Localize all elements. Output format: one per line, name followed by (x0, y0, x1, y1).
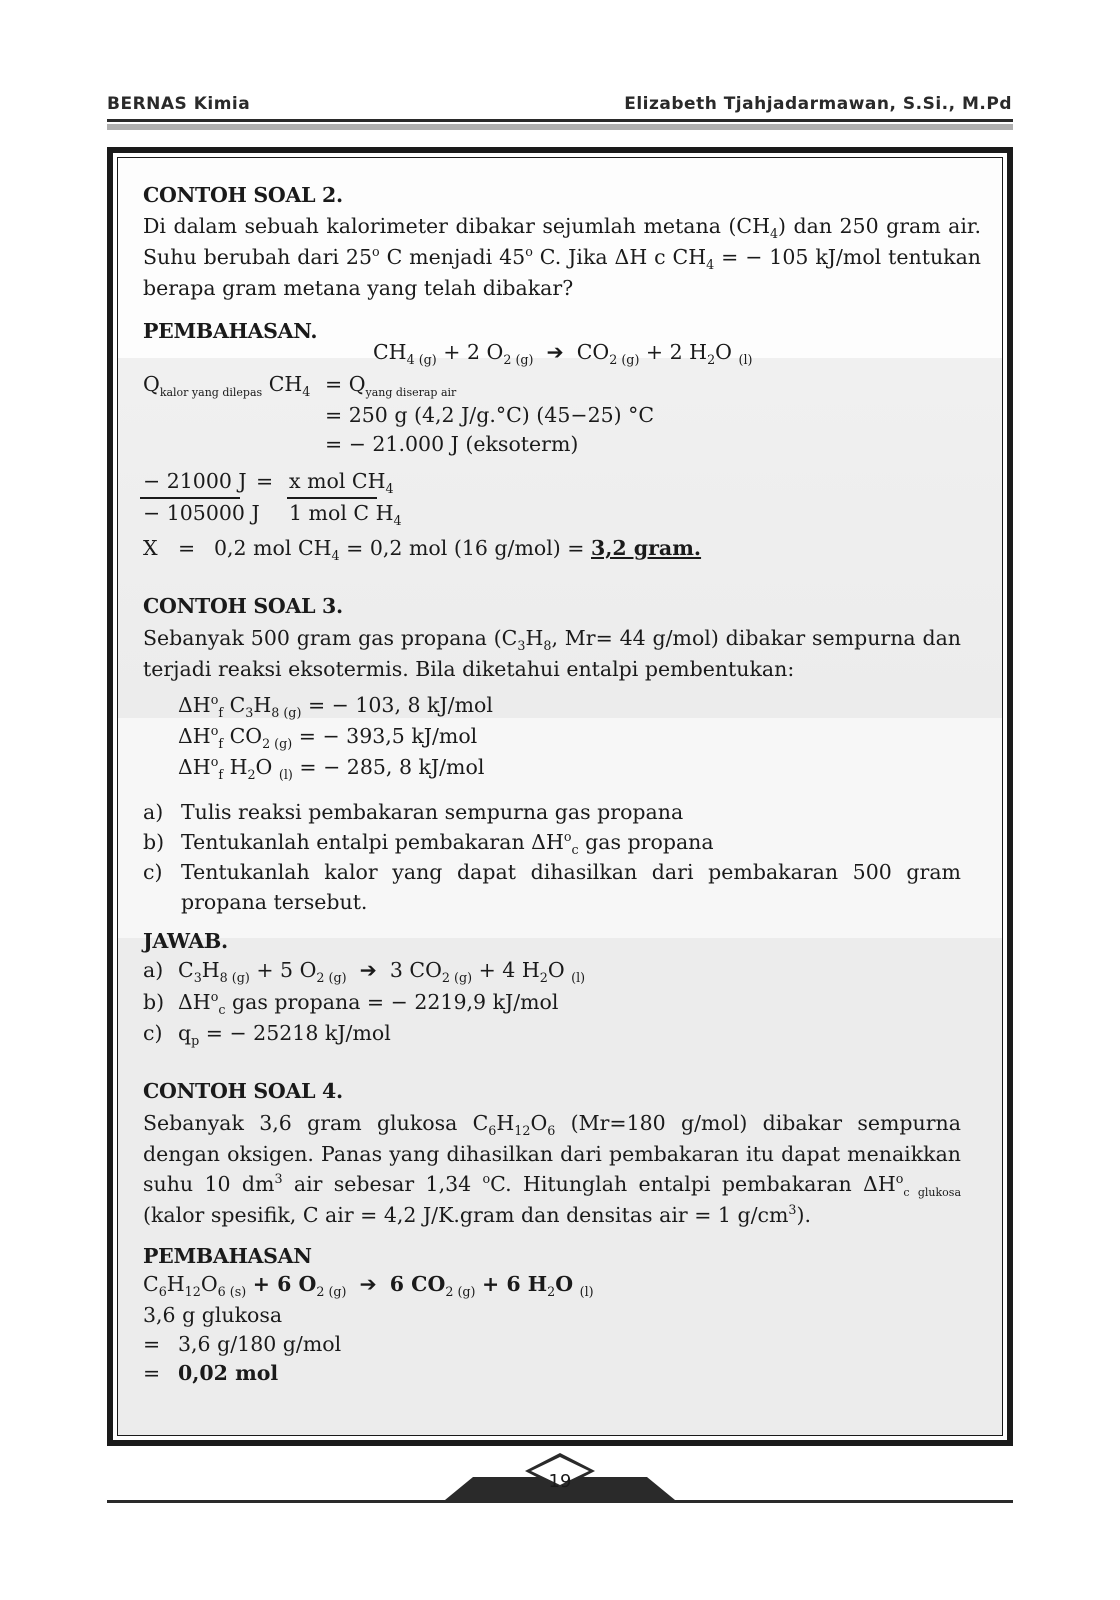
discussion-title: PEMBAHASAN. (143, 319, 318, 343)
list-item: a) Tulis reaksi pembakaran sempurna gas propana (143, 800, 684, 824)
section-title: CONTOH SOAL 2. (143, 183, 343, 207)
fraction-numerator: − 21000 J (143, 469, 247, 493)
step-equals: = (143, 1332, 161, 1356)
answer-b: $\Delta H^o_c$ gas propana = − 2219,9 kJ/mol (178, 989, 559, 1018)
calc-step: = 250 g (4,2 J/g.°C) (45−25) °C (325, 403, 655, 427)
page-content (143, 180, 981, 347)
answer-a: $C_3H_{8 (g)} + 5$ $O_{2 (g)}$ ➔ 3 $CO_{2 (g)} + 4$ $H_2O$ $_{(l)}$ (178, 958, 586, 986)
question-text: Di dalam sebuah kalorimeter dibakar sejumlah metana $(CH_4)$ dan 250 gram air. Suhu berubah dari 25$^o$ C menjadi 45$^o$ C. Jika ΔH c $CH_4$ = − 105 kJ/mol tentukan berapa gram metana yang telah dibakar? (143, 214, 982, 300)
header-book-title: BERNAS Kimia (107, 94, 251, 114)
section-title-4: CONTOH SOAL 4. (143, 1079, 343, 1103)
answer-title: JAWAB. (143, 929, 228, 953)
page-number: 19 (548, 1471, 572, 1492)
header-rule (107, 119, 1013, 122)
glucose-reaction: $C_6H_{12}O_{6 (s)} + 6$ $O_{2 (g)}$ ➔ 6 $CO_{2 (g)} + 6$ $H_2O$ $_{(l)}$ (143, 1272, 594, 1300)
enthalpy-h2o: $\Delta H^o_f$ $H_2O$ $_{(l)}$ = − 285, 8 kJ/mol (178, 754, 485, 783)
header-author: Elizabeth Tjahjadarmawan, S.Si., M.Pd (624, 94, 1012, 114)
fraction-bar (140, 497, 240, 499)
step-equals: = (143, 1361, 161, 1385)
answer-c: $q_p$ = − 25218 kJ/mol (178, 1021, 391, 1049)
answer-a-label: a) (143, 958, 164, 982)
reaction-equation: $CH_{4 (g)} + 2$ $O_{2 (g)}$ ➔ $CO_{2 (g)} + 2$ $H_2O$ $_{(l)}$ (373, 340, 753, 368)
fraction-equals: = (256, 469, 274, 493)
fraction-bar-2 (287, 497, 377, 499)
fraction-denominator: − 105000 J (143, 501, 260, 525)
list-item: b) Tentukanlah entalpi pembakaran $\Delta H^o_c$ gas propana (143, 829, 714, 858)
x-label: X (143, 536, 158, 560)
glucose-mass: 3,6 g glukosa (143, 1303, 283, 1327)
mol-calc: 3,6 g/180 g/mol (178, 1332, 342, 1356)
q-released: $Q_{kalor yang dilepas}$ $CH_4$ (143, 372, 311, 400)
discussion-title-4: PEMBAHASAN (143, 1244, 312, 1268)
header-rule-gray (107, 124, 1013, 130)
calc-result: = − 21.000 J (eksoterm) (325, 432, 579, 456)
question-list (143, 797, 961, 917)
list-item: c) Tentukanlah kalor yang dapat dihasilkan dari pembakaran 500 gram propana tersebut. (143, 860, 961, 914)
fraction-numerator-2: x mol $CH_4$ (289, 469, 394, 497)
x-answer: 0,2 mol $CH_4 = 0,2$ mol (16 g/mol) = 3,2 gram. (214, 536, 702, 564)
enthalpy-co2: $\Delta H^o_f$ $CO_{2 (g)}$ = − 393,5 kJ/mol (178, 723, 478, 752)
enthalpy-propane: $\Delta H^o_f$ $C_3H_{8 (g)}$ = − 103, 8 kJ/mol (178, 692, 493, 721)
x-equals: = (178, 536, 196, 560)
mol-result: 0,02 mol (178, 1361, 279, 1385)
fraction-denominator-2: 1 mol C $H_4$ (289, 501, 402, 529)
answer-c-label: c) (143, 1021, 163, 1045)
q-absorbed: = $Q_{yang diserap air}$ (325, 372, 457, 400)
question-text-4: Sebanyak 3,6 gram glukosa $C_6H_{12}O_6$ (Mr=180 g/mol) dibakar sempurna dengan oksigen. Panas yang dihasilkan dari pembakaran itu dapat menaikkan suhu 10 $dm^3$ air sebesar 1,34 $^o$C. Hitunglah entalpi pembakaran $\Delta H^o_{c glukosa}$ (kalor spesifik, C air = 4,2 J/K.gram dan densitas air = 1 $g/cm^3$). (143, 1111, 962, 1227)
section-title-3: CONTOH SOAL 3. (143, 594, 343, 618)
answer-b-label: b) (143, 990, 165, 1014)
question-text-3: Sebanyak 500 gram gas propana ($C_3H_8$, Mr= 44 g/mol) dibakar sempurna dan terjadi reaksi eksotermis. Bila diketahui entalpi pembentukan: (143, 626, 961, 681)
